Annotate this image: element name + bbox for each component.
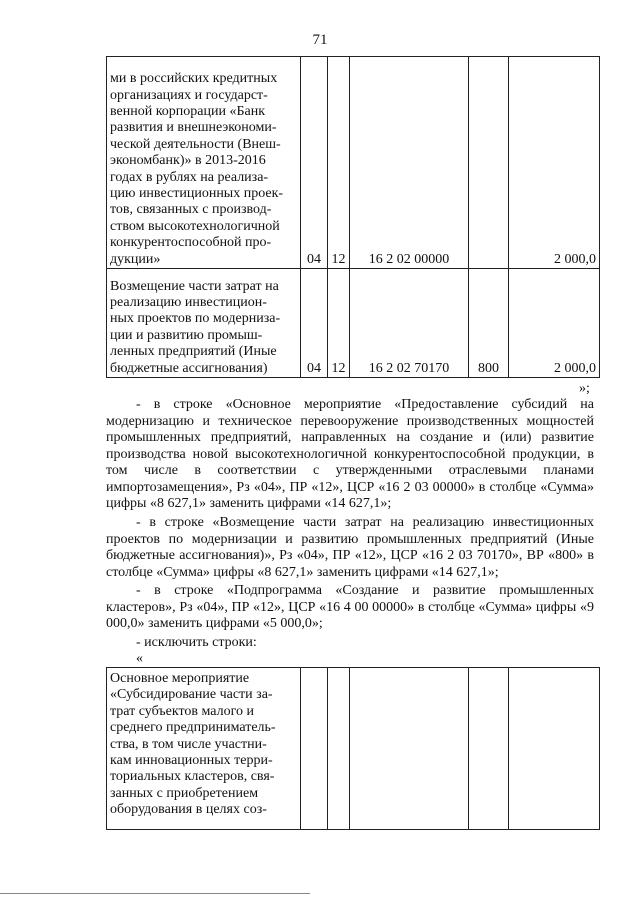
sum-cell: 2 000,0 [509, 269, 600, 378]
row-name-line: ных проектов по модерниза- [110, 311, 281, 327]
opening-quote: « [136, 651, 143, 666]
row-name-line: цию инвестиционных проек- [110, 185, 284, 201]
row-name-line: ством высокотехнологичной [110, 218, 280, 234]
vr-cell [469, 57, 509, 269]
row-name-line: ства, в том числе участни- [110, 736, 267, 752]
scan-edge-line [0, 893, 310, 894]
exclude-label: - исключить строки: [136, 635, 257, 650]
closing-quote: »; [579, 381, 590, 396]
row-name-line: среднего предприниматель- [110, 720, 276, 736]
budget-table [106, 56, 600, 378]
pr-cell: 12 [328, 57, 350, 269]
amendment-paragraph: - в строке «Подпрограмма «Создание и развитие промышленных кластеров», Рз «04», ПР «12», ЦСР «16 4 00 00000» в столбце «Сумма» цифры «9 000,0» заменить цифрами «5 000,0»; [106, 583, 594, 631]
amendment-paragraph: - в строке «Основное мероприятие «Предоставление субсидий на модернизацию и техническое перевооружение производственных мощностей промышленных предприятий, направленных на создание и (или) развитие производства новой высокотехнологичной конкурентоспособной продукции, в том числе в соответствии с утвержденными отраслевыми планами импортозамещения», Рз «04», ПР «12», ЦСР «16 2 03 00000» в столбце «Сумма» цифры «8 627,1» заменить цифрами «14 627,1»; [106, 397, 594, 511]
table-row [107, 668, 600, 830]
row-name-line: «Субсидирование части за- [110, 687, 273, 703]
csr-cell [350, 668, 469, 830]
row-name-line: реализацию инвестицион- [110, 294, 267, 310]
row-name-line: дукции» [110, 251, 161, 267]
row-name-line: тов, связанных с производ- [110, 202, 272, 218]
row-name-cell [107, 57, 301, 269]
excluded-rows-table [106, 667, 600, 830]
row-name-line: оборудования в целях соз- [110, 802, 267, 818]
table-row [107, 57, 600, 269]
csr-cell: 16 2 02 00000 [350, 57, 469, 269]
row-name-line: ческой деятельности (Внеш- [110, 136, 281, 152]
row-name-line: венной корпорации «Банк [110, 103, 266, 119]
rz-cell: 04 [301, 269, 328, 378]
vr-cell: 800 [469, 269, 509, 378]
row-name-line: экономбанк)» в 2013-2016 [110, 153, 266, 169]
csr-cell: 16 2 02 70170 [350, 269, 469, 378]
sum-cell [509, 668, 600, 830]
row-name-cell [107, 269, 301, 378]
row-name-line: ции и развитию промыш- [110, 327, 263, 343]
row-name-line: ленных предприятий (Иные [110, 344, 277, 360]
pr-cell [328, 668, 350, 830]
pr-cell: 12 [328, 269, 350, 378]
row-name-line: организациях и государст- [110, 87, 268, 103]
row-name-cell [107, 668, 301, 830]
rz-cell [301, 668, 328, 830]
row-name-line: ториальных кластеров, свя- [110, 769, 275, 785]
rz-cell: 04 [301, 57, 328, 269]
row-name-line: годах в рублях на реализа- [110, 169, 269, 185]
row-name-line: кам инновационных терри- [110, 753, 273, 769]
row-name-line: Возмещение части затрат на [110, 278, 279, 294]
row-name-line: конкурентоспособной про- [110, 235, 272, 251]
amendment-paragraph: - в строке «Возмещение части затрат на реализацию инвестиционных проектов по модернизации и развитию промышленных предприятий (Иные бюджетные ассигнования)», Рз «04», ПР «12», ЦСР «16 2 03 70170», ВР «800» в столбце «Сумма» цифры «8 627,1» заменить цифрами «14 627,1»; [106, 515, 594, 580]
row-name-line: трат субъектов малого и [110, 703, 254, 719]
row-name-line: развития и внешнеэкономи- [110, 120, 277, 136]
row-name-line: ми в российских кредитных [110, 71, 278, 87]
sum-cell: 2 000,0 [509, 57, 600, 269]
row-name-line: бюджетные ассигнования) [110, 360, 268, 376]
row-name-line: Основное мероприятие [110, 671, 250, 686]
page-number: 71 [312, 32, 328, 48]
row-name-line: занных с приобретением [110, 785, 259, 801]
vr-cell [469, 668, 509, 830]
table-row [107, 269, 600, 378]
